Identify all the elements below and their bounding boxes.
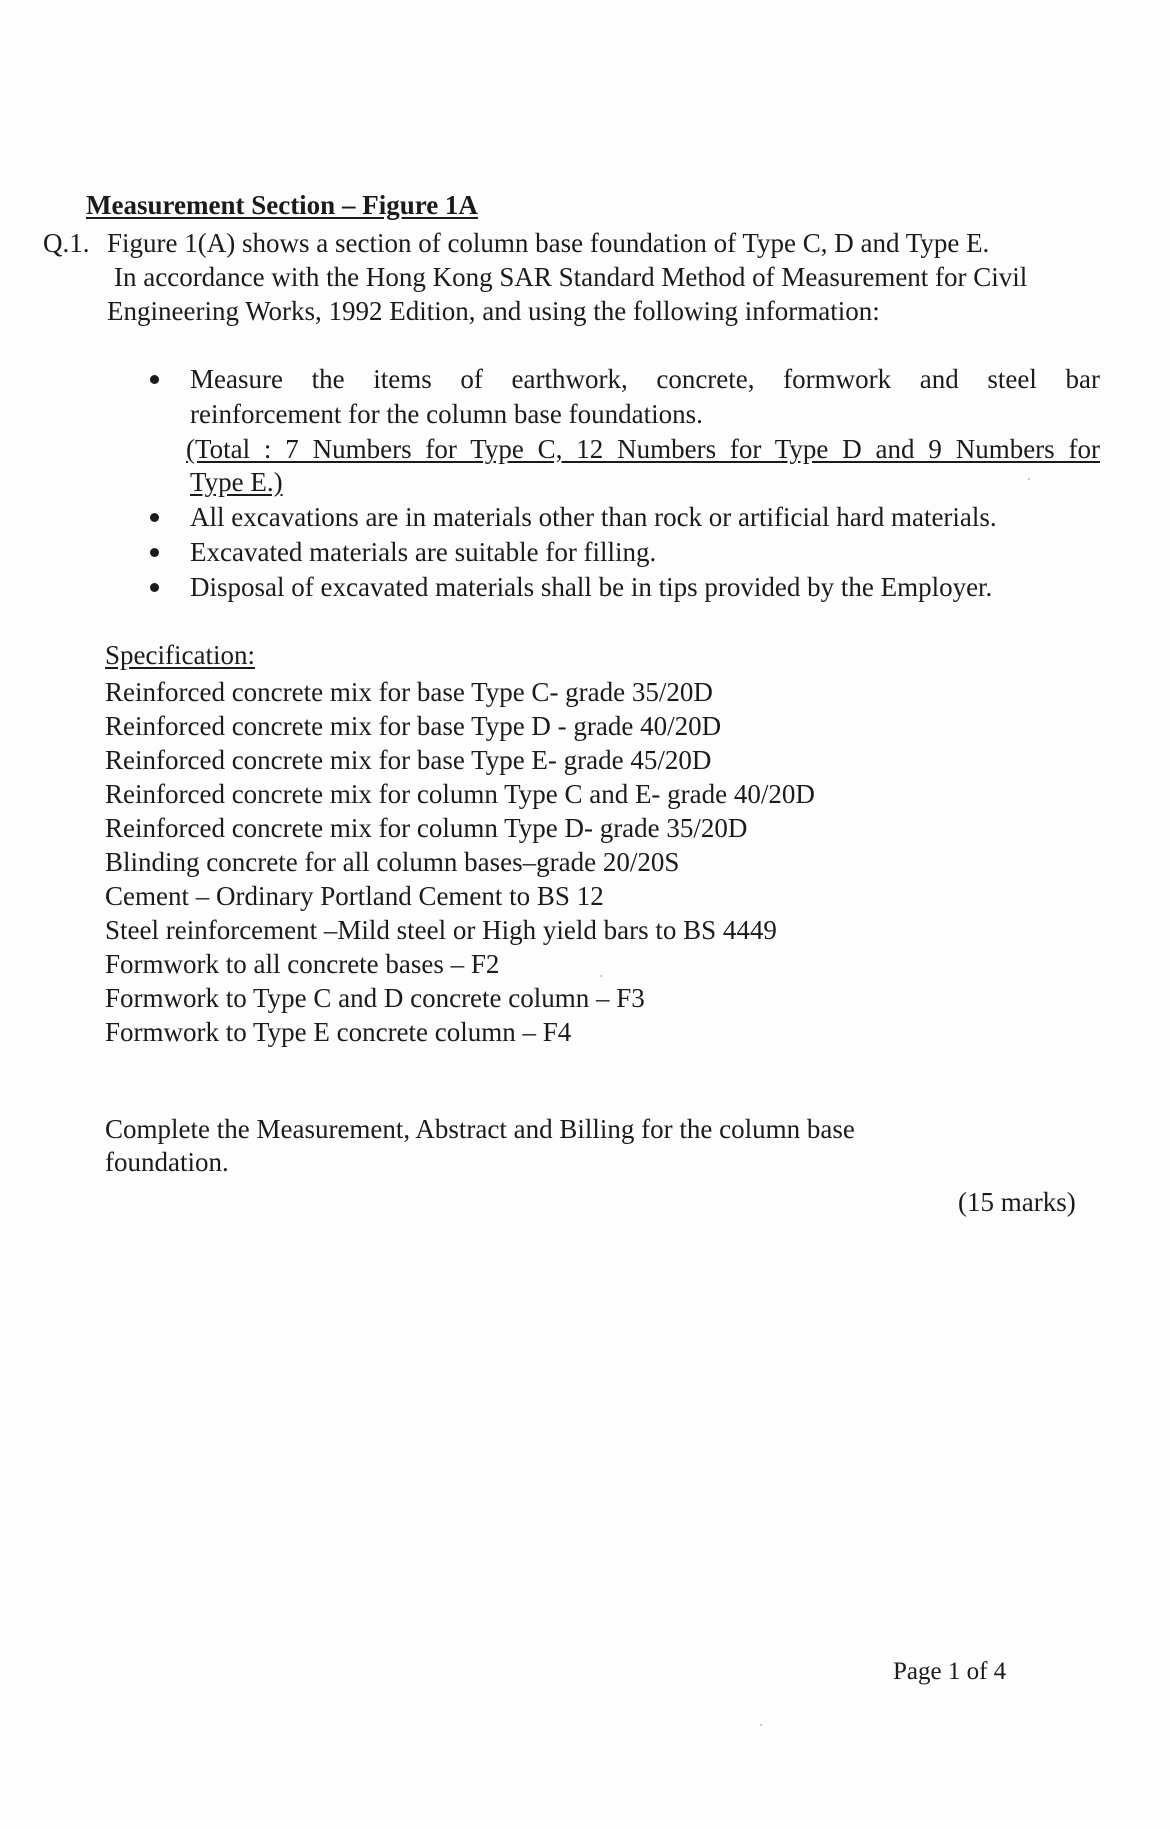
bullet-text: All excavations are in materials other than rock or artificial hard materials. [190,502,997,532]
scan-speck [1028,478,1030,480]
list-item [150,362,1100,500]
bullet-icon [150,513,159,522]
question-line-1: Figure 1(A) shows a section of column base foundation of Type C, D and Type E. [107,228,990,258]
specification-title: Specification: [105,640,255,670]
instruction-text: Complete the Measurement, Abstract and Billing for the column base foundation. [105,1114,855,1177]
bullet-text: Disposal of excavated materials shall be in tips provided by the Employer. [190,572,993,602]
spec-line: Cement – Ordinary Portland Cement to BS 12 [105,881,604,911]
spec-line: Formwork to Type E concrete column – F4 [105,1017,572,1047]
spec-line: Reinforced concrete mix for column Type D- grade 35/20D [105,813,748,843]
spec-line: Reinforced concrete mix for base Type D - grade 40/20D [105,711,722,741]
bullet-text: Excavated materials are suitable for filling. [190,537,657,567]
bullet-icon [150,375,159,384]
question-number: Q.1. [43,228,90,258]
bullet-icon [150,548,159,557]
scan-speck [600,975,602,977]
spec-line: Formwork to all concrete bases – F2 [105,949,500,979]
spec-line: Blinding concrete for all column bases–grade 20/20S [105,847,680,877]
question-line-2: In accordance with the Hong Kong SAR Standard Method of Measurement for Civil [114,262,1028,292]
list-item [150,535,1100,570]
question-line-3: Engineering Works, 1992 Edition, and using the following information: [107,296,880,326]
bullet-text: reinforcement for the column base foundations. [190,399,703,429]
spec-line: Steel reinforcement –Mild steel or High yield bars to BS 4449 [105,915,777,945]
list-item [150,500,1100,535]
spec-line: Reinforced concrete mix for column Type C and E- grade 40/20D [105,779,815,809]
total-numbers-note: (Total : 7 Numbers for Type C, 12 Numbers for Type D and 9 Numbers for [186,434,1100,464]
spec-line: Reinforced concrete mix for base Type E- grade 45/20D [105,745,712,775]
bullet-text: Measure the items of earthwork, concrete, formwork and steel bar [190,364,1100,394]
total-numbers-note: Type E.) [190,467,283,497]
marks-label: (15 marks) [958,1187,1076,1217]
specification-list [105,675,815,1049]
scan-speck [760,1724,762,1726]
section-heading: Measurement Section – Figure 1A [86,190,478,220]
spec-line: Reinforced concrete mix for base Type C- grade 35/20D [105,677,713,707]
bullet-icon [150,583,159,592]
information-list [150,362,1100,605]
spec-line: Formwork to Type C and D concrete column – F3 [105,983,645,1013]
list-item [150,570,1100,605]
page-number: Page 1 of 4 [893,1658,1007,1685]
